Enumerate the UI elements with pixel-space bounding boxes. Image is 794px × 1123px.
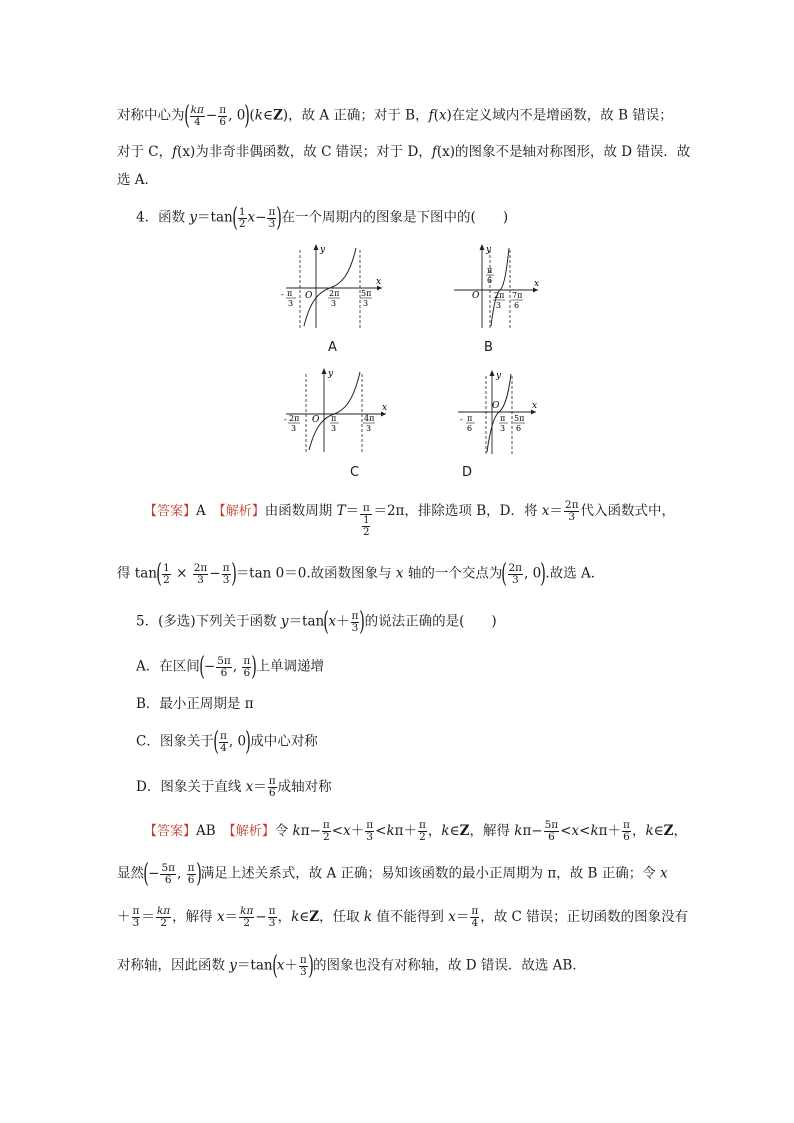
option-d: D．图象关于直线 x＝ $\frac{\pi}{6}$ 成轴对称 <box>136 775 332 799</box>
svg-text:x: x <box>532 401 538 411</box>
svg-text:4π: 4π <box>364 414 375 423</box>
axis-label-y: y <box>320 245 326 255</box>
paren-left: ( <box>183 101 190 131</box>
graph-caption-b: B <box>484 340 493 355</box>
answer-5-line-3: ＋ $\frac{\pi}{3}$ ＝ $\frac{k\pi}{2}$ ，解得 x＝ $\frac{k\pi}{2}$ − $\frac{\pi}{3}$ ，k∈Z，任取 k 值不能得到 x＝ $\frac{\pi}{4}$ ，故 C 错误；正切函数的图象没有 <box>117 905 689 929</box>
graph-caption-d: D <box>462 465 473 480</box>
question-4: 4．函数 y＝tan( $\frac{1}{2}$ x− $\frac{\pi}{3}$ )在一个周期内的图象是下图中的( ) <box>136 203 509 233</box>
svg-text:6: 6 <box>514 301 520 310</box>
svg-text:5π: 5π <box>361 289 372 298</box>
svg-text:3: 3 <box>331 424 337 433</box>
svg-text:3: 3 <box>366 424 372 433</box>
axis-label-x: x <box>376 277 382 287</box>
svg-text:6: 6 <box>487 276 493 285</box>
svg-text:x: x <box>534 279 540 289</box>
svg-text:y: y <box>496 371 502 381</box>
graph-d <box>456 366 546 458</box>
graph-caption-c: C <box>350 465 360 480</box>
text-line-1: 对称中心为( $\frac{k\pi}{4}$ − $\frac{\pi}{6}$ , 0)(k∈Z)，故 A 正确；对于 B，f(x)在定义域内不是增函数，故 B 错误； <box>117 101 673 131</box>
answer-5-line-1: 【答案】AB 【解析】令 kπ− $\frac{\pi}{2}$ <x＋ $\frac{\pi}{3}$ <kπ＋ $\frac{\pi}{2}$ ，k∈Z，解得 kπ− $\frac{5\pi}{6}$ <x<kπ＋ $\frac{\pi}{6}$ ，k∈Z， <box>144 819 687 843</box>
svg-text:x: x <box>382 403 388 413</box>
svg-text:π: π <box>467 414 473 423</box>
svg-text:5π: 5π <box>514 414 525 423</box>
origin-label: O <box>305 291 313 301</box>
graph-caption-a: A <box>328 340 337 355</box>
svg-text:π: π <box>487 266 493 275</box>
svg-text:O: O <box>492 401 500 411</box>
svg-text:3: 3 <box>291 424 297 433</box>
svg-text:2π: 2π <box>289 414 300 423</box>
answer-4-line-2: 得 tan( $\frac{1}{2}$ × $\frac{2\pi}{3}$ − $\frac{\pi}{3}$ )＝tan 0＝0.故函数图象与 x 轴的一个交点为( $\frac{2\pi}{3}$ , 0).故选 A． <box>117 559 605 589</box>
text-line-3: 选 A． <box>117 172 159 188</box>
graph-c <box>282 364 394 456</box>
svg-text:π: π <box>331 414 337 423</box>
svg-text:7π: 7π <box>512 291 523 300</box>
question-5: 5．(多选)下列关于函数 y＝tan(x＋ $\frac{\pi}{3}$ )的说法正确的是( ) <box>136 607 497 637</box>
svg-text:y: y <box>328 369 334 379</box>
svg-text:π: π <box>287 289 293 298</box>
option-c: C．图象关于( $\frac{\pi}{4}$ , 0)成中心对称 <box>136 727 318 757</box>
answer-4-line-1: 【答案】A 【解析】由函数周期 T＝ $\frac{\pi}{\frac{1}{2}}$ ＝2π，排除选项 B，D．将 x＝ $\frac{2\pi}{3}$ 代入函数式中， <box>144 499 675 538</box>
answer-5-line-4: 对称轴，因此函数 y＝tan(x＋ $\frac{\pi}{3}$ )的图象也没有对称轴，故 D 错误．故选 AB． <box>117 951 586 981</box>
svg-text:6: 6 <box>467 424 473 433</box>
svg-text:2π: 2π <box>329 289 340 298</box>
svg-text:3: 3 <box>500 424 506 433</box>
svg-text:π: π <box>500 414 506 423</box>
svg-text:3: 3 <box>288 299 294 308</box>
svg-text:-: - <box>284 415 287 424</box>
svg-text:3: 3 <box>363 299 369 308</box>
svg-text:3: 3 <box>331 299 337 308</box>
svg-text:O: O <box>472 291 480 301</box>
svg-text:3: 3 <box>496 301 502 310</box>
svg-text:6: 6 <box>516 424 522 433</box>
text-line-2: 对于 C，f(x)为非奇非偶函数，故 C 错误；对于 D，f(x)的图象不是轴对称图形，故 D 错误．故 <box>117 144 691 160</box>
paren-right: ) <box>244 101 251 131</box>
svg-text:2π: 2π <box>494 291 505 300</box>
svg-text:O: O <box>312 415 320 425</box>
graph-b <box>452 240 544 332</box>
fraction: $\frac{k\pi}{4}$ <box>190 103 204 128</box>
svg-text:-: - <box>281 290 284 299</box>
answer-5-line-2: 显然(− $\frac{5\pi}{6}$ , $\frac{\pi}{6}$ )满足上述关系式，故 A 正确；易知该函数的最小正周期为 π，故 B 正确；令 x <box>117 859 668 889</box>
text: 对称中心为 <box>117 107 185 124</box>
svg-text:-: - <box>460 415 463 424</box>
fraction: $\frac{\pi}{6}$ <box>219 103 227 128</box>
option-b: B．最小正周期是 π <box>136 696 254 712</box>
svg-text:y: y <box>486 245 492 255</box>
option-a: A．在区间(− $\frac{5\pi}{6}$ , $\frac{\pi}{6}$ )上单调递增 <box>136 652 324 682</box>
graph-a <box>278 240 388 332</box>
